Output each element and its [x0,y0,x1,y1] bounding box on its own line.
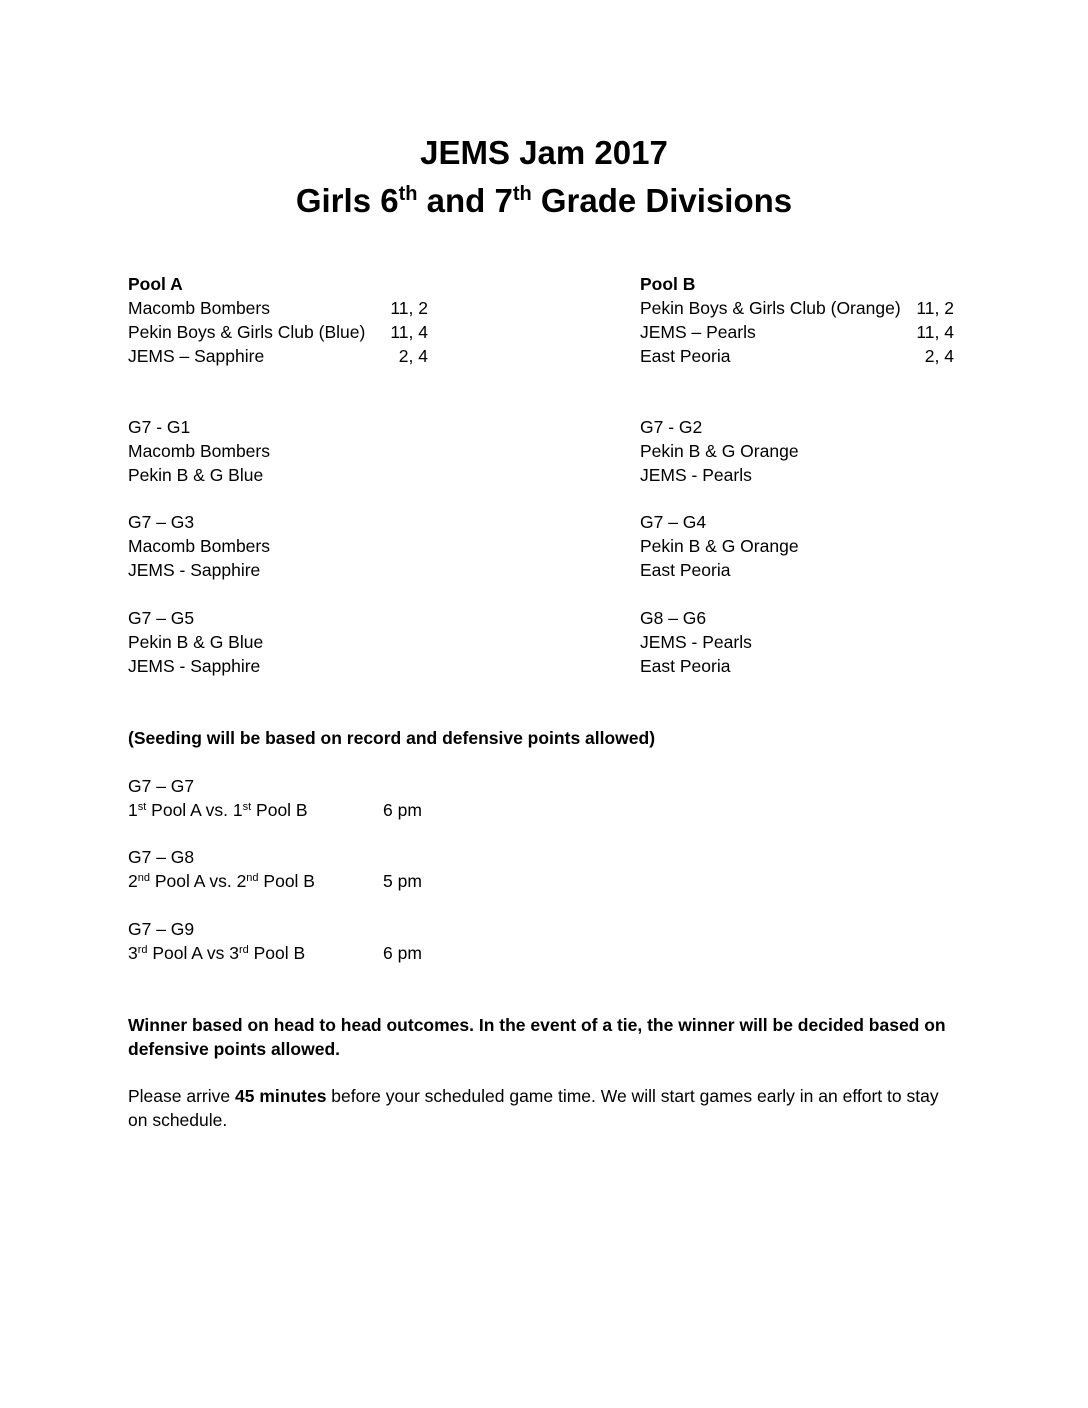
playoff-time: 6 pm [383,800,422,820]
game-team: JEMS - Sapphire [128,560,261,580]
game-team: JEMS - Pearls [640,632,752,652]
game-team: East Peoria [640,656,731,676]
pool-a-team-name: Macomb Bombers [128,298,270,318]
game-team: Pekin B & G Orange [640,441,799,461]
pool-a-heading: Pool A [128,274,183,294]
pool-a-team-name: JEMS – Sapphire [128,346,265,366]
playoff-matchup: 2nd Pool A vs. 2nd Pool B [128,871,315,891]
playoff-matchup: 3rd Pool A vs 3rd Pool B [128,943,306,963]
playoff-matchup: 1st Pool A vs. 1st Pool B [128,800,308,820]
game-team: Pekin B & G Blue [128,465,264,485]
game-team: JEMS - Pearls [640,465,752,485]
pool-a-team-games: 11, 4 [390,322,428,342]
pool-b-team-games: 11, 2 [916,298,954,318]
playoff-time: 6 pm [383,943,422,963]
game-id: G8 – G6 [640,608,707,628]
arrival-note: Please arrive 45 minutes before your scheduled game time. We will start games early in an effort to stay on schedule. [128,1086,939,1130]
game-id: G7 – G3 [128,512,195,532]
pool-b-heading: Pool B [640,274,696,294]
game-team: JEMS - Sapphire [128,656,261,676]
page-subtitle: Girls 6th and 7th Grade Divisions [295,182,793,219]
game-id: G7 - G1 [128,417,191,437]
playoff-time: 5 pm [383,871,422,891]
game-team: Macomb Bombers [128,441,270,461]
game-team: East Peoria [640,560,731,580]
game-team: Macomb Bombers [128,536,270,556]
page-title: JEMS Jam 2017 [420,134,668,171]
pool-b-team-games: 11, 4 [916,322,954,342]
playoff-id: G7 – G7 [128,776,195,796]
pool-b-team-name: Pekin Boys & Girls Club (Orange) [640,298,901,318]
pool-b-team-name: East Peoria [640,346,731,366]
pool-a-team-name: Pekin Boys & Girls Club (Blue) [128,322,366,342]
playoff-id: G7 – G9 [128,919,195,939]
pool-a-team-games: 2, 4 [398,346,428,366]
game-team: Pekin B & G Orange [640,536,799,556]
game-id: G7 – G4 [640,512,707,532]
game-id: G7 – G5 [128,608,195,628]
seeding-note: (Seeding will be based on record and defensive points allowed) [128,728,656,748]
pool-b-team-name: JEMS – Pearls [640,322,756,342]
pool-a-team-games: 11, 2 [390,298,428,318]
winner-note: Winner based on head to head outcomes. In the event of a tie, the winner will be decided based on defensive points allowed. [128,1015,946,1059]
game-id: G7 - G2 [640,417,703,437]
playoff-id: G7 – G8 [128,847,195,867]
game-team: Pekin B & G Blue [128,632,264,652]
pool-b-team-games: 2, 4 [924,346,954,366]
